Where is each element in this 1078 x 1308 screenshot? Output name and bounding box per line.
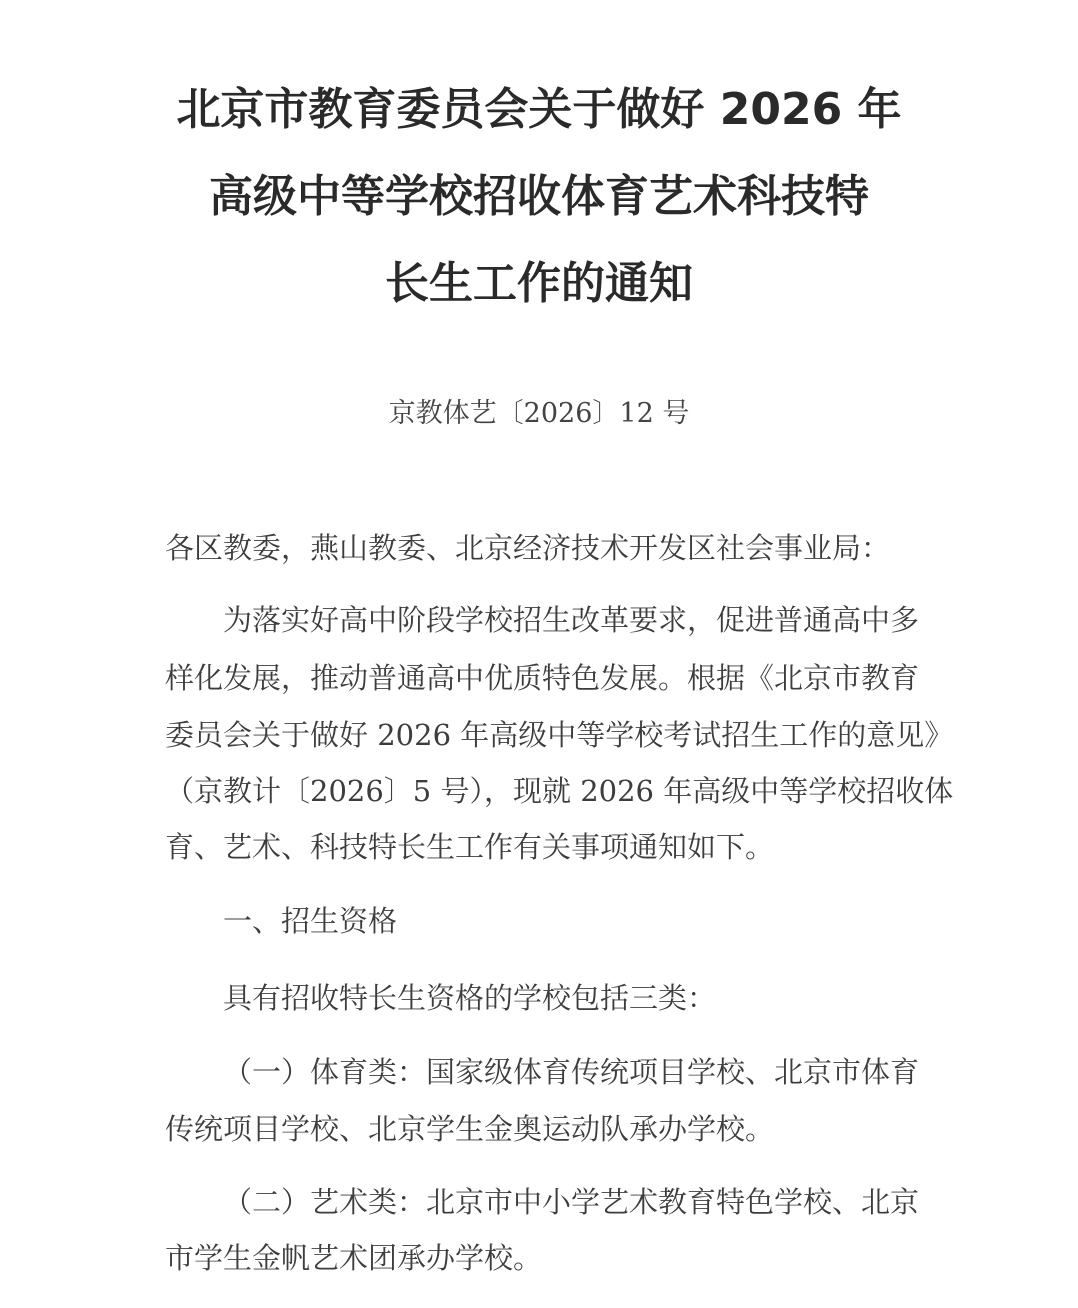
section-intro: 具有招收特长生资格的学校包括三类： xyxy=(223,981,717,1015)
intro-paragraph-line-3: 委员会关于做好 2026 年高级中等学校考试招生工作的意见》 xyxy=(165,718,954,752)
intro-paragraph-line-5: 育、艺术、科技特长生工作有关事项通知如下。 xyxy=(165,830,775,864)
document-title-line-3: 长生工作的通知 xyxy=(385,258,693,309)
item-arts-line-1: （二）艺术类：北京市中小学艺术教育特色学校、北京 xyxy=(223,1185,920,1219)
addressee: 各区教委，燕山教委、北京经济技术开发区社会事业局： xyxy=(165,531,891,565)
section-heading: 一、招生资格 xyxy=(223,904,398,938)
document-title-line-2: 高级中等学校招收体育艺术科技特 xyxy=(209,171,869,222)
document-title-line-1: 北京市教育委员会关于做好 2026 年 xyxy=(176,84,902,135)
document-number: 京教体艺〔2026〕12 号 xyxy=(388,398,690,429)
intro-paragraph-line-4: （京教计〔2026〕5 号），现就 2026 年高级中等学校招收体 xyxy=(165,774,954,808)
item-sports-line-2: 传统项目学校、北京学生金奥运动队承办学校。 xyxy=(165,1112,775,1146)
intro-paragraph-line-2: 样化发展，推动普通高中优质特色发展。根据《北京市教育 xyxy=(165,661,920,695)
item-sports-line-1: （一）体育类：国家级体育传统项目学校、北京市体育 xyxy=(223,1055,920,1089)
intro-paragraph-line-1: 为落实好高中阶段学校招生改革要求，促进普通高中多 xyxy=(223,603,920,637)
item-arts-line-2: 市学生金帆艺术团承办学校。 xyxy=(165,1241,543,1275)
